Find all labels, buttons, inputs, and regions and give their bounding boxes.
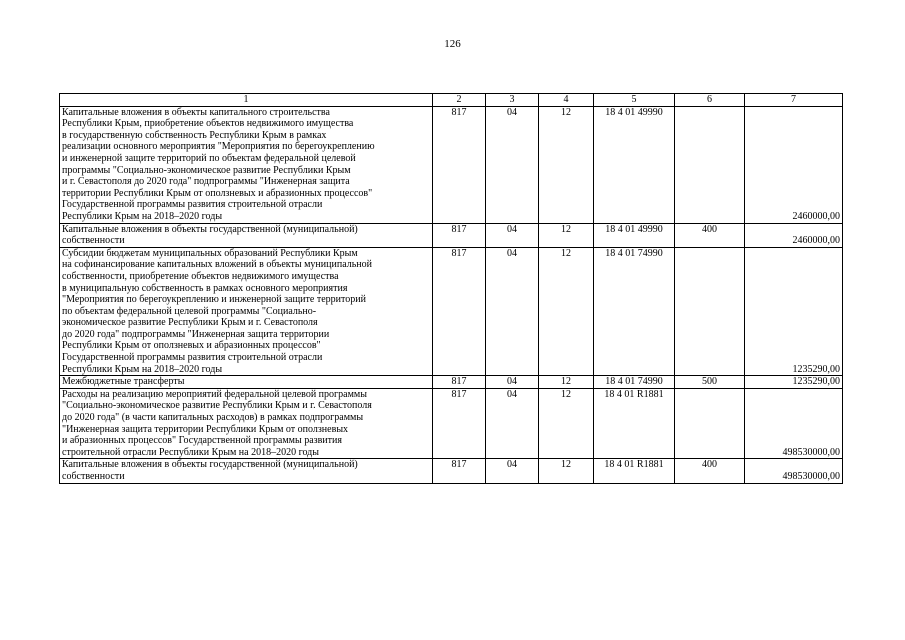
row-grbs: 817	[433, 223, 486, 247]
row-target-article: 18 4 01 R1881	[594, 459, 675, 483]
row-expense-type	[675, 106, 745, 223]
header-cell: 2	[433, 94, 486, 107]
row-grbs: 817	[433, 388, 486, 459]
table-header-row	[60, 94, 843, 107]
row-description: Субсидии бюджетам муниципальных образований Республики Крым на софинансирование капитальных вложений в объекты муниципальной собственности, приобретение объектов недвижимого имущества в муниципальную собственность в рамках основного мероприятия "Мероприятия по берегоукреплению и инженерной защите территорий по объектам федеральной целевой программы "Социально- экономическое развитие Республики Крым и г. Севастополя до 2020 года" подпрограммы "Инженерная защита территории Республики Крым от оползневых и абразионных процессов" Государственной программы развития строительной отрасли Республики Крым на 2018–2020 годы	[60, 247, 433, 376]
row-grbs: 817	[433, 459, 486, 483]
row-description: Расходы на реализацию мероприятий федеральной целевой программы "Социально-экономическое развитие Республики Крым и г. Севастополя до 2020 года" (в части капитальных расходов) в рамках подпрограммы "Инженерная защита территории Республики Крым от оползневых и абразионных процессов" Государственной программы развития строительной отрасли Республики Крым на 2018–2020 годы	[60, 388, 433, 459]
header-cell: 4	[539, 94, 594, 107]
row-target-article: 18 4 01 49990	[594, 106, 675, 223]
header-cell: 5	[594, 94, 675, 107]
table-row	[60, 376, 843, 389]
row-amount: 1235290,00	[745, 376, 843, 389]
row-subsection: 12	[539, 376, 594, 389]
row-expense-type: 400	[675, 459, 745, 483]
row-amount: 2460000,00	[745, 223, 843, 247]
row-target-article: 18 4 01 74990	[594, 376, 675, 389]
row-subsection: 12	[539, 223, 594, 247]
page-number: 126	[444, 38, 461, 50]
row-amount: 498530000,00	[745, 459, 843, 483]
table-row	[60, 106, 843, 223]
budget-table	[59, 93, 843, 484]
row-section: 04	[486, 376, 539, 389]
row-section: 04	[486, 223, 539, 247]
row-section: 04	[486, 388, 539, 459]
row-amount: 498530000,00	[745, 388, 843, 459]
table-row	[60, 388, 843, 459]
header-cell: 3	[486, 94, 539, 107]
header-cell: 6	[675, 94, 745, 107]
row-subsection: 12	[539, 459, 594, 483]
row-target-article: 18 4 01 R1881	[594, 388, 675, 459]
table-row	[60, 459, 843, 483]
row-section: 04	[486, 459, 539, 483]
row-expense-type: 400	[675, 223, 745, 247]
header-cell: 7	[745, 94, 843, 107]
row-expense-type	[675, 388, 745, 459]
row-subsection: 12	[539, 247, 594, 376]
row-grbs: 817	[433, 247, 486, 376]
row-grbs: 817	[433, 376, 486, 389]
row-subsection: 12	[539, 388, 594, 459]
table-row	[60, 247, 843, 376]
row-amount: 1235290,00	[745, 247, 843, 376]
row-expense-type: 500	[675, 376, 745, 389]
row-section: 04	[486, 106, 539, 223]
row-target-article: 18 4 01 74990	[594, 247, 675, 376]
row-description: Капитальные вложения в объекты капитального строительства Республики Крым, приобретение объектов недвижимого имущества в государственную собственность Республики Крым в рамках реализации основного мероприятия "Мероприятия по берегоукреплению и инженерной защите территорий по объектам федеральной целевой программы "Социально-экономическое развитие Республики Крым и г. Севастополя до 2020 года" подпрограммы "Инженерная защита территории Республики Крым от оползневых и абразионных процессов" Государственной программы развития строительной отрасли Республики Крым на 2018–2020 годы	[60, 106, 433, 223]
table-row	[60, 223, 843, 247]
row-subsection: 12	[539, 106, 594, 223]
row-grbs: 817	[433, 106, 486, 223]
row-expense-type	[675, 247, 745, 376]
row-description: Межбюджетные трансферты	[60, 376, 433, 389]
row-section: 04	[486, 247, 539, 376]
header-cell: 1	[60, 94, 433, 107]
row-amount: 2460000,00	[745, 106, 843, 223]
row-description: Капитальные вложения в объекты государственной (муниципальной) собственности	[60, 223, 433, 247]
row-target-article: 18 4 01 49990	[594, 223, 675, 247]
row-description: Капитальные вложения в объекты государственной (муниципальной) собственности	[60, 459, 433, 483]
